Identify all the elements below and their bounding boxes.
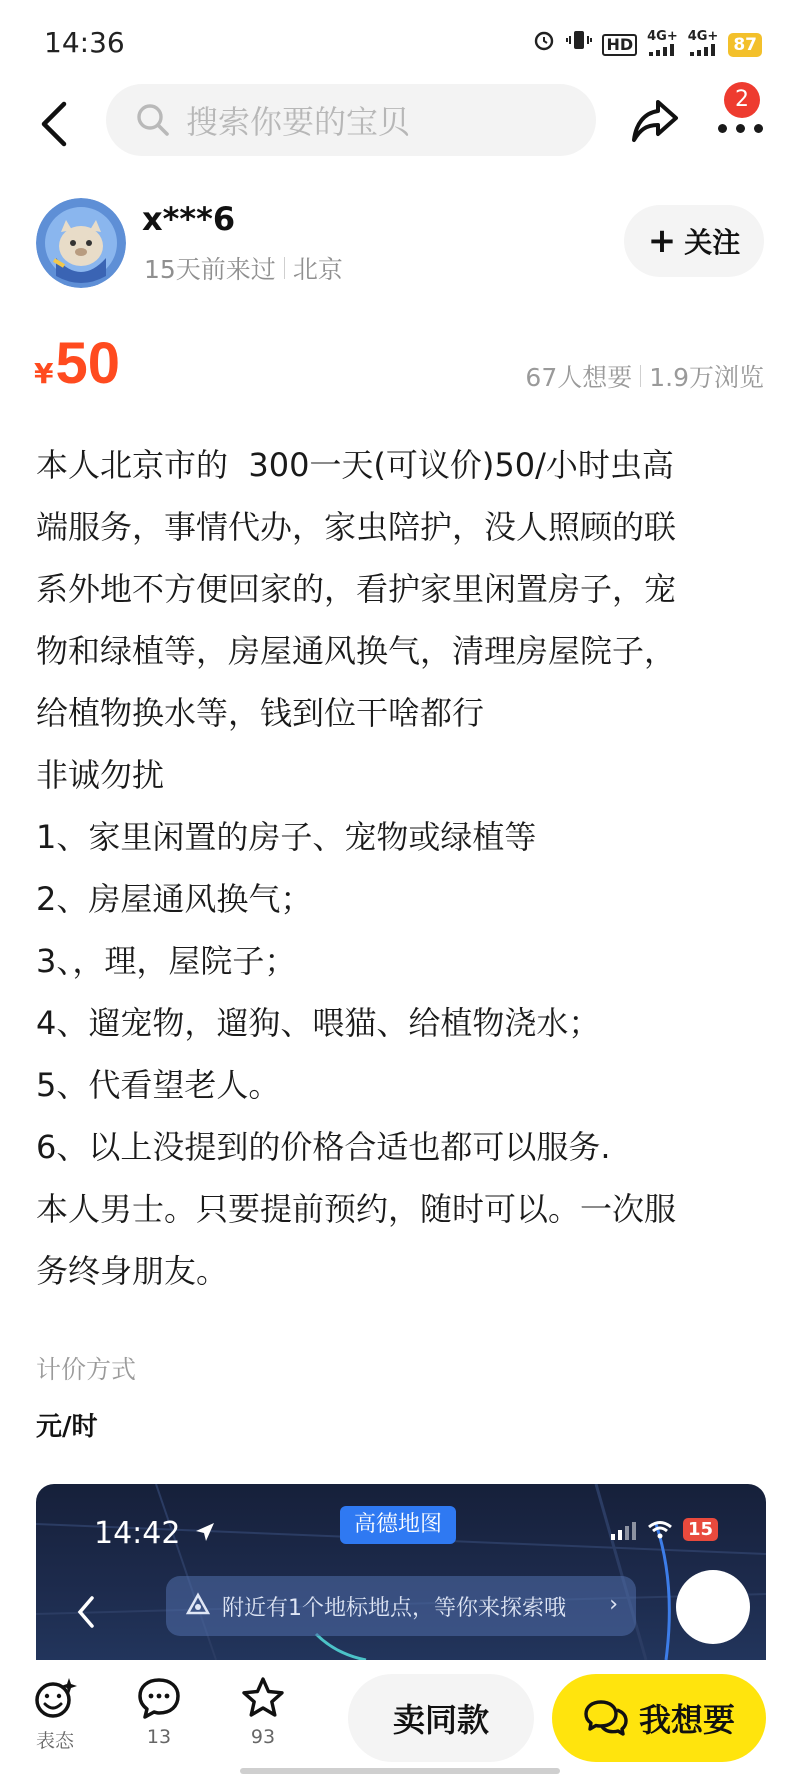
inner-round-widget xyxy=(676,1570,750,1644)
status-icons xyxy=(532,30,762,60)
inner-banner xyxy=(166,1576,636,1636)
chat-bubbles-icon xyxy=(583,1698,629,1738)
description-line: 务终身朋友。 xyxy=(36,1252,229,1290)
search-input[interactable] xyxy=(106,84,596,156)
seller-name[interactable]: x***6 xyxy=(142,200,236,238)
favorite-button[interactable] xyxy=(228,1676,298,1748)
plus-icon: + xyxy=(647,221,677,261)
map-app-logo: 高德地图 xyxy=(340,1506,456,1544)
description-line: 6、以上没提到的价格合适也都可以服务. xyxy=(36,1128,611,1166)
wants-count: 67人想要 xyxy=(525,363,633,392)
inner-time-text: 14:42 xyxy=(94,1516,181,1551)
views-count: 1.9万浏览 xyxy=(649,363,764,392)
network-label-2: 4G+ xyxy=(687,29,719,44)
landmark-icon xyxy=(184,1591,212,1625)
wifi-icon xyxy=(647,1520,673,1540)
description-line: 给植物换水等，钱到位干啥都行 xyxy=(36,694,485,732)
comment-icon xyxy=(137,1676,181,1720)
network-icon-1 xyxy=(647,30,678,60)
react-button[interactable] xyxy=(20,1676,90,1753)
divider xyxy=(640,365,641,387)
hd-icon: HD xyxy=(602,34,637,56)
chevron-right-icon: › xyxy=(609,1592,618,1617)
network-icon-2 xyxy=(688,30,719,60)
status-time: 14:36 xyxy=(44,26,125,59)
home-indicator[interactable] xyxy=(240,1768,560,1774)
avatar[interactable] xyxy=(36,198,126,288)
vibrate-icon xyxy=(566,28,592,62)
follow-label: 关注 xyxy=(684,226,741,259)
seller-meta xyxy=(144,250,343,286)
back-arrow-icon xyxy=(36,96,72,152)
follow-button[interactable] xyxy=(624,205,764,277)
inner-back-icon xyxy=(74,1594,98,1634)
network-label-1: 4G+ xyxy=(647,29,678,44)
price xyxy=(34,330,120,397)
divider xyxy=(284,257,285,279)
item-description xyxy=(36,434,766,1302)
share-button[interactable] xyxy=(628,94,682,148)
more-icon xyxy=(718,124,763,133)
inner-banner-text: 附近有1个地标地点，等你来探索哦 xyxy=(222,1595,566,1621)
back-button[interactable] xyxy=(36,96,80,152)
top-nav xyxy=(0,82,800,166)
description-line: 端服务，事情代办，家虫陪护，没人照顾的联 xyxy=(36,508,677,546)
comment-count: 13 xyxy=(146,1726,172,1748)
star-icon xyxy=(241,1676,285,1720)
seller-last-seen: 15天前来过 xyxy=(144,255,276,284)
want-button[interactable] xyxy=(552,1674,766,1762)
description-line: 3、，理，屋院子； xyxy=(36,942,297,980)
alarm-icon xyxy=(532,28,556,62)
want-label: 我想要 xyxy=(638,1701,735,1739)
favorite-count: 93 xyxy=(250,1726,276,1748)
description-line: 本人男士。只要提前预约，随时可以。一次服 xyxy=(36,1190,677,1228)
inner-battery: 15 xyxy=(683,1518,718,1541)
status-bar xyxy=(0,0,800,86)
search-icon xyxy=(136,103,170,137)
description-line: 4、遛宠物，遛狗、喂猫、给植物浇水； xyxy=(36,1004,601,1042)
price-currency: ¥ xyxy=(34,357,54,390)
battery-indicator: 87 xyxy=(728,33,762,57)
description-line: 系外地不方便回家的，看护家里闲置房子，宠 xyxy=(36,570,677,608)
description-line: 2、房屋通风换气； xyxy=(36,880,313,918)
sell-same-button[interactable]: 卖同款 xyxy=(348,1674,534,1762)
search-placeholder: 搜索你要的宝贝 xyxy=(186,103,411,141)
comment-button[interactable] xyxy=(124,1676,194,1748)
seller-location: 北京 xyxy=(292,255,343,284)
description-line: 本人北京市的 300一天(可议价)50/小时虫高 xyxy=(36,446,674,484)
notification-badge: 2 xyxy=(724,82,760,118)
inner-status-icons xyxy=(611,1518,718,1541)
react-label: 表态 xyxy=(35,1730,74,1752)
description-line: 1、家里闲置的房子、宠物或绿植等 xyxy=(36,818,537,856)
pricing-method-label: 计价方式 xyxy=(36,1355,137,1384)
item-stats xyxy=(525,358,764,394)
inner-status-time xyxy=(94,1516,216,1551)
signal-icon xyxy=(611,1520,637,1540)
bottom-action-bar xyxy=(0,1660,800,1778)
price-amount: 50 xyxy=(55,331,120,396)
description-line: 非诚勿扰 xyxy=(36,756,165,794)
item-photo[interactable] xyxy=(36,1484,766,1660)
pricing-method-value: 元/时 xyxy=(36,1412,98,1442)
location-arrow-icon xyxy=(194,1521,216,1543)
smiley-sparkle-icon xyxy=(33,1676,77,1720)
description-line: 物和绿植等，房屋通风换气，清理房屋院子， xyxy=(36,632,677,670)
share-icon xyxy=(628,94,682,148)
description-line: 5、代看望老人。 xyxy=(36,1066,281,1104)
